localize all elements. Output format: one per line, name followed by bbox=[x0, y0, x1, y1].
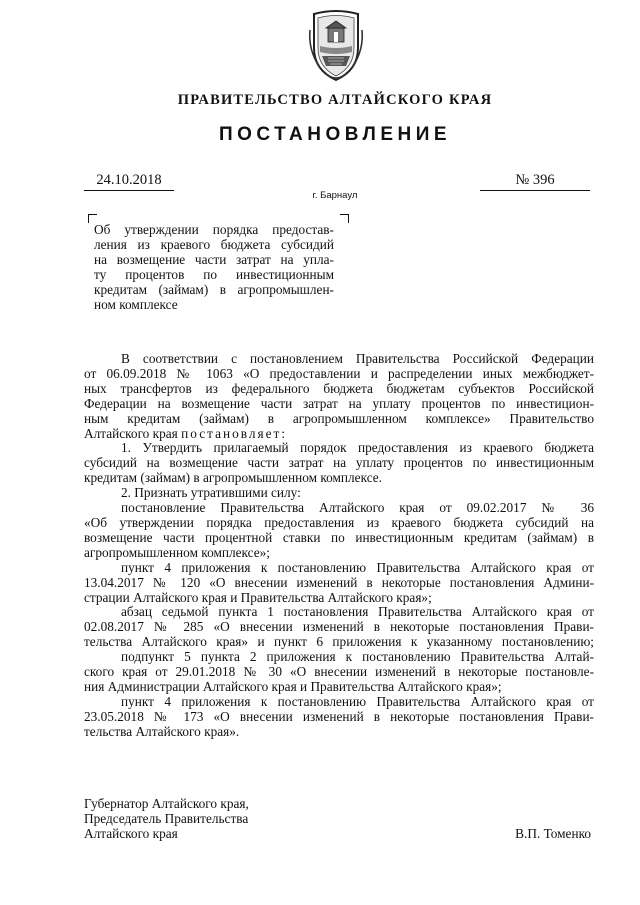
body-line: пункт 4 приложения к постановлению Правительства Алтайского края от bbox=[121, 693, 594, 709]
body-line: 2. Признать утратившими силу: bbox=[121, 485, 301, 501]
body-line: пункт 4 приложения к постановлению Правительства Алтайского края от bbox=[121, 559, 594, 575]
body-line: «Об утверждении порядка предоставления из краевого бюджета субсидий на bbox=[84, 514, 594, 530]
body-line: 1. Утвердить прилагаемый порядок предоставления из краевого бюджета bbox=[121, 440, 594, 456]
subject-corner-mark-right bbox=[340, 214, 349, 223]
document-type: ПОСТАНОВЛЕНИЕ bbox=[218, 124, 452, 145]
coat-of-arms-icon bbox=[306, 10, 366, 82]
body-line: подпункт 5 пункта 2 приложения к постановлению Правительства Алтай- bbox=[121, 649, 594, 665]
body-line: ния Администрации Алтайского края и Правительства Алтайского края»; bbox=[84, 678, 502, 694]
signer-position-line: Алтайского края bbox=[84, 825, 178, 841]
signer-position-line: Председатель Правительства bbox=[84, 810, 249, 826]
document-subject bbox=[94, 223, 334, 312]
subject-line: ном комплексе bbox=[94, 296, 178, 312]
body-line: от 06.09.2018 № 1063 «О предоставлении и распределении иных межбюджет- bbox=[84, 365, 594, 381]
body-line bbox=[84, 427, 594, 442]
document-city: г. Барнаул bbox=[312, 190, 358, 201]
body-line: возмещение части процентной ставки по инвестиционным кредитам (займам) в bbox=[84, 529, 594, 545]
subject-line: ления из краевого бюджета субсидий bbox=[94, 236, 334, 252]
body-line: постановление Правительства Алтайского края от 09.02.2017 № 36 bbox=[121, 500, 594, 516]
date-underline bbox=[84, 190, 174, 191]
body-line: тельства Алтайского края» и пункт 6 приложения к указанному постановлению; bbox=[84, 634, 594, 650]
subject-line: на возмещение части затрат на упла- bbox=[94, 251, 334, 267]
body-line: агропромышленном комплексе»; bbox=[84, 544, 270, 560]
body-line: тельства Алтайского края». bbox=[84, 723, 240, 739]
body-line: ным кредитам (займам) в агропромышленном комплексе» Правительство bbox=[84, 410, 594, 426]
number-underline bbox=[480, 190, 590, 191]
body-text: Алтайского края bbox=[84, 425, 182, 441]
body-line: 02.08.2017 № 285 «О внесении изменений в некоторые постановления Прави- bbox=[84, 619, 594, 635]
body-line: В соответствии с постановлением Правительства Российской Федерации bbox=[121, 351, 594, 366]
body-line: Федерации на возмещение части затрат на уплату процентов по инвестицион- bbox=[84, 395, 594, 411]
document-number: № 396 bbox=[515, 172, 555, 188]
body-line: 23.05.2018 № 173 «О внесении изменений в некоторые постановления Прави- bbox=[84, 708, 594, 724]
body-line: ского края от 29.01.2018 № 30 «О внесении изменений в некоторые постановле- bbox=[84, 664, 594, 680]
subject-line: кредитам (займам) в агропромышлен- bbox=[94, 281, 334, 297]
signer-position-line: Губернатор Алтайского края, bbox=[84, 796, 249, 811]
resolves-word: постановляет bbox=[181, 425, 282, 441]
body-line: 13.04.2017 № 120 «О внесении изменений в некоторые постановления Админи- bbox=[84, 574, 594, 590]
subject-line: Об утверждении порядка предостав- bbox=[94, 222, 334, 237]
body-line: субсидий на возмещение части затрат на уплату процентов по инвестиционным bbox=[84, 455, 594, 471]
document-date: 24.10.2018 bbox=[96, 172, 162, 188]
government-title: ПРАВИТЕЛЬСТВО АЛТАЙСКОГО КРАЯ bbox=[177, 92, 493, 108]
signer-position bbox=[84, 797, 334, 842]
body-line: абзац седьмой пункта 1 постановления Правительства Алтайского края от bbox=[121, 604, 594, 620]
body-line: страции Алтайского края и Правительства Алтайского края»; bbox=[84, 589, 432, 605]
body-text: : bbox=[281, 425, 286, 441]
subject-line: ту процентов по инвестиционным bbox=[94, 266, 334, 282]
body-line: ных трансфертов из федерального бюджета бюджетам субъектов Российской bbox=[84, 380, 594, 396]
body-line: кредитам (займам) в агропромышленном комплексе. bbox=[84, 470, 382, 486]
document-body bbox=[84, 352, 594, 740]
signer-name: В.П. Томенко bbox=[515, 826, 591, 841]
